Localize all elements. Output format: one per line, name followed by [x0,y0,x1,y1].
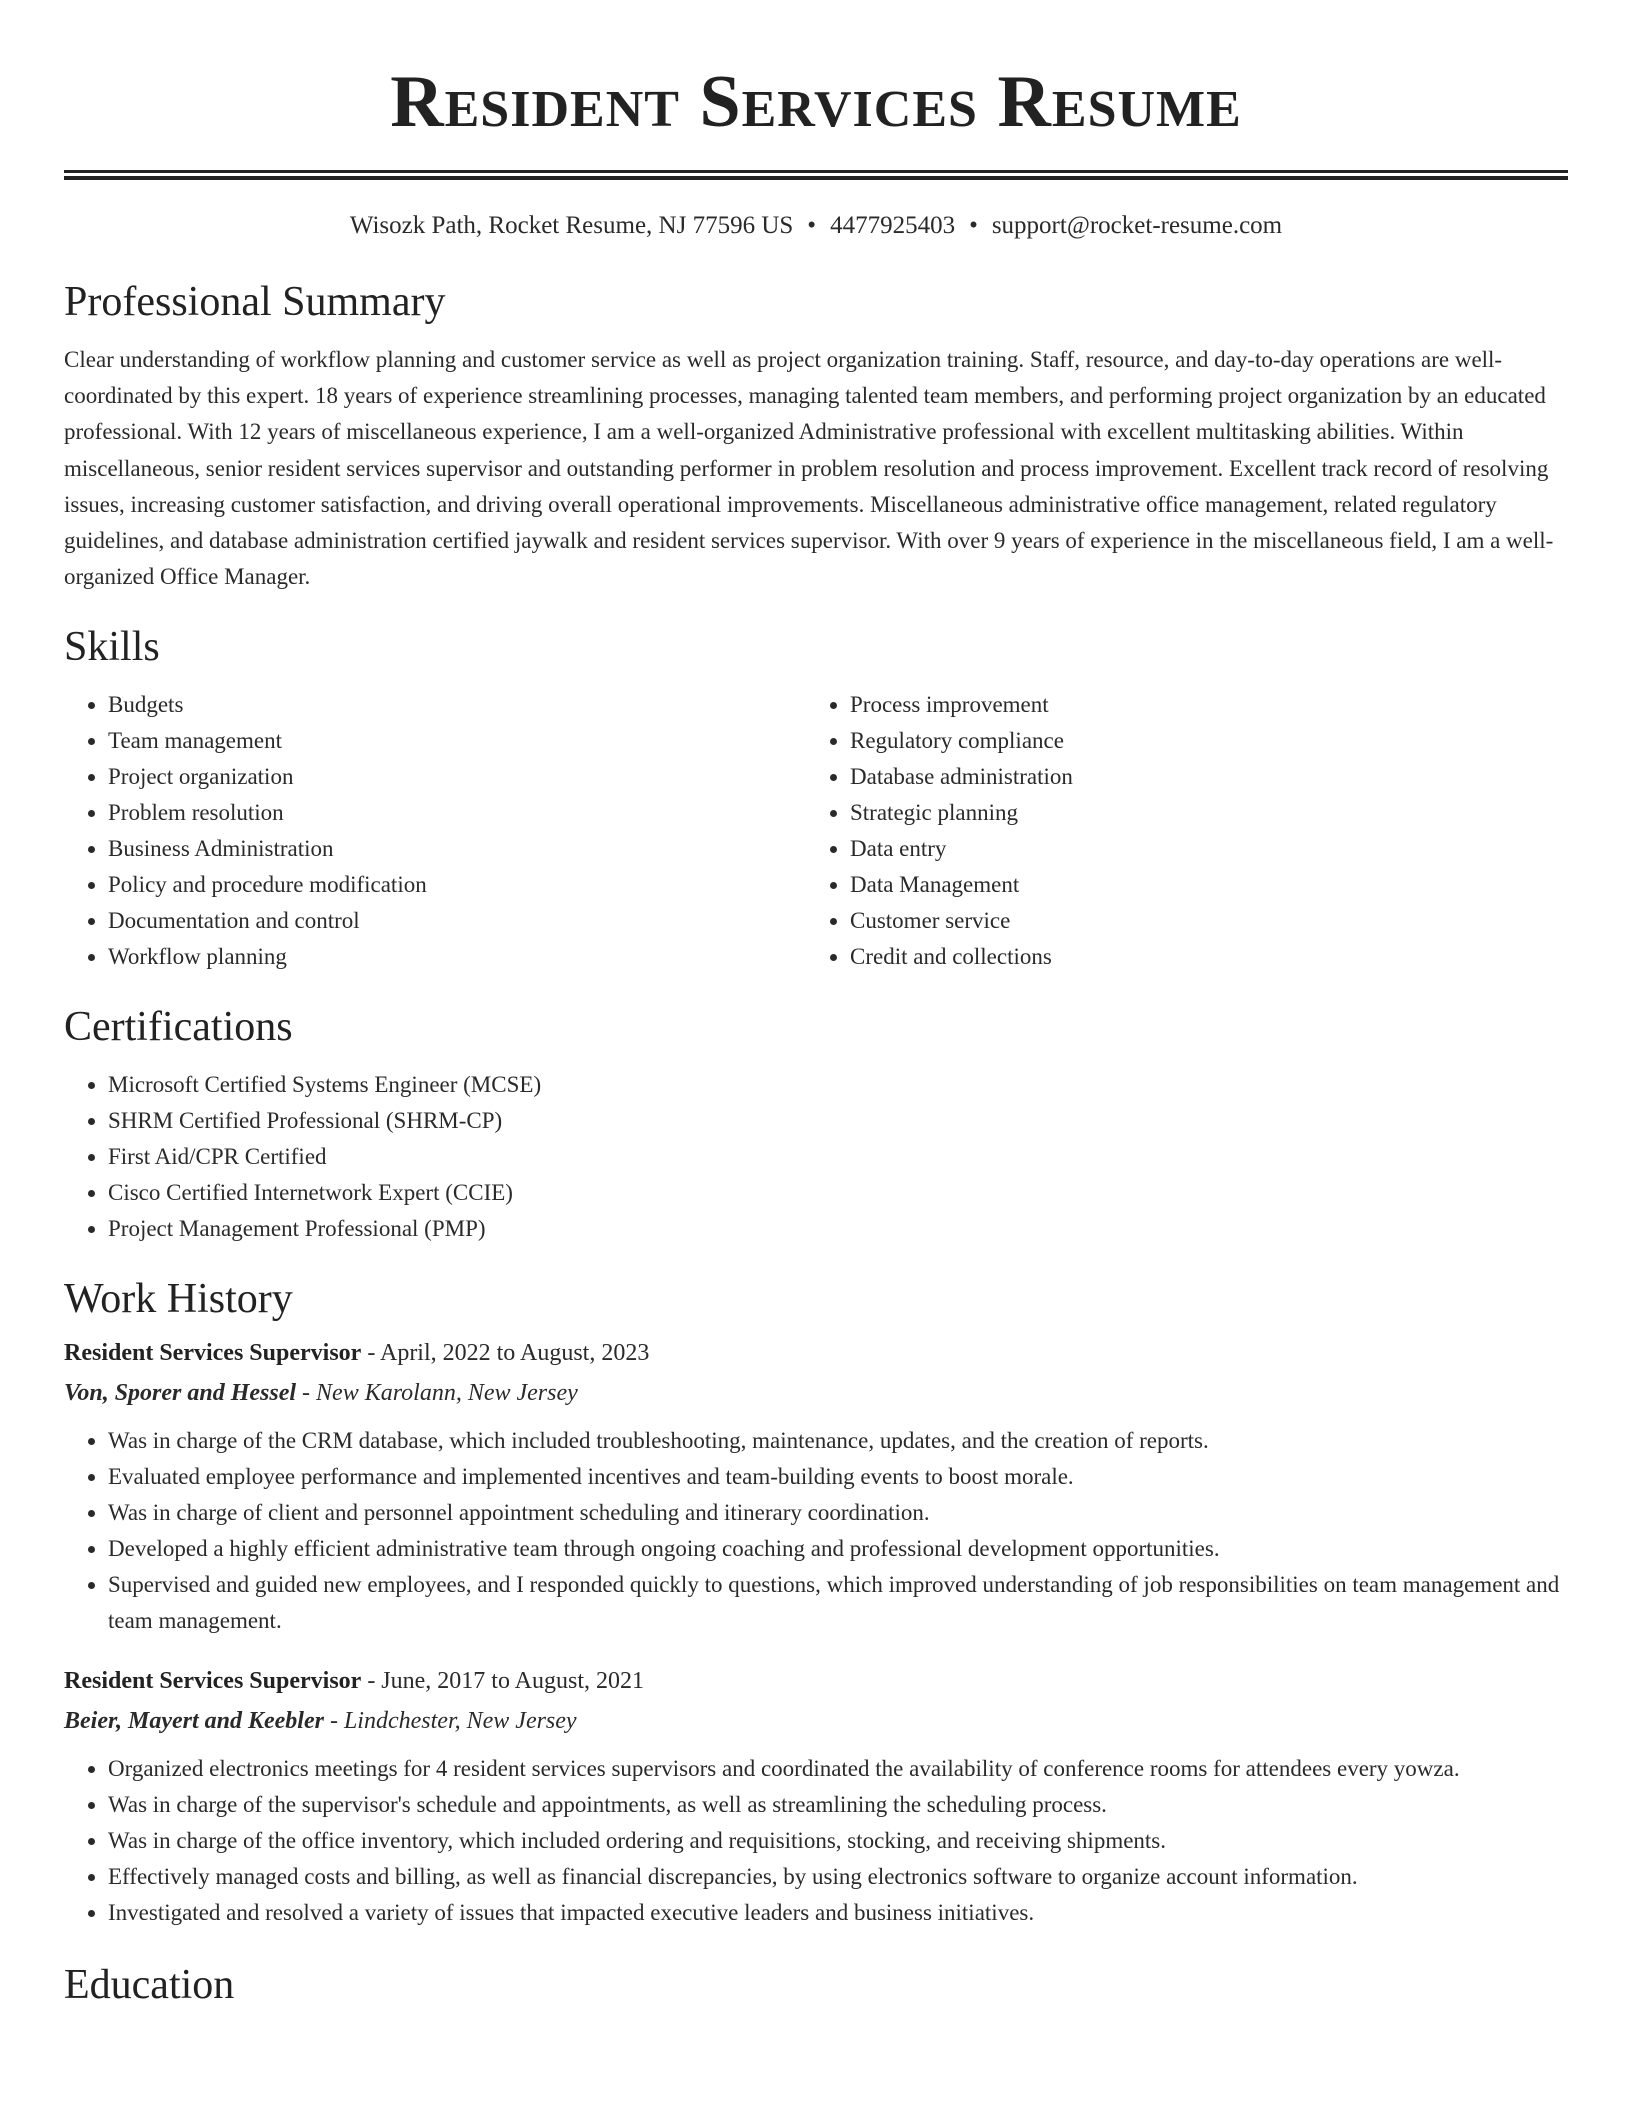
job-dates: - April, 2022 to August, 2023 [361,1340,650,1367]
certification-item: • Project Management Professional (PMP) [108,1211,1568,1247]
skill-item: • Budgets [108,687,806,723]
skill-item: • Problem resolution [108,795,806,831]
skills-section [64,621,1568,975]
skills-column-left [64,687,806,975]
skill-item: • Data Management [850,867,1548,903]
skill-item: • Credit and collections [850,939,1548,975]
job-bullets [64,1423,1568,1639]
job-title-line [64,1333,1568,1373]
contact-email: support@rocket-resume.com [991,212,1283,239]
certification-item: • Microsoft Certified Systems Engineer (MCSE) [108,1067,1568,1103]
skill-item: • Regulatory compliance [850,723,1548,759]
job-entry [64,1333,1568,1639]
job-bullet: • Organized electronics meetings for 4 resident services supervisors and coordinated the availability of conference rooms for attendees every yowza. [108,1751,1568,1787]
work-history-heading: Work History [64,1276,293,1323]
job-bullet: • Was in charge of the office inventory, which included ordering and requisitions, stocking, and receiving shipments. [108,1823,1568,1859]
job-location: - New Karolann, New Jersey [296,1380,578,1407]
summary-section [64,276,1568,595]
certification-item: • Cisco Certified Internetwork Expert (CCIE) [108,1175,1568,1211]
skill-item: • Project organization [108,759,806,795]
job-bullet: • Was in charge of the CRM database, which included troubleshooting, maintenance, updates, and the creation of reports. [108,1423,1568,1459]
job-bullet: • Supervised and guided new employees, and I responded quickly to questions, which improved understanding of job responsibilities on team management and team management. [108,1567,1568,1639]
job-entry [64,1661,1568,1931]
job-bullet: • Evaluated employee performance and implemented incentives and team-building events to boost morale. [108,1459,1568,1495]
job-company: Von, Sporer and Hessel [64,1380,297,1407]
job-bullet: • Was in charge of the supervisor's schedule and appointments, as well as streamlining the scheduling process. [108,1787,1568,1823]
contact-line [64,210,1568,242]
skill-item: • Documentation and control [108,903,806,939]
skill-item: • Business Administration [108,831,806,867]
job-title-line [64,1661,1568,1701]
job-company-line [64,1701,1568,1741]
skills-column-right [806,687,1548,975]
skill-item: • Workflow planning [108,939,806,975]
job-bullet: • Investigated and resolved a variety of issues that impacted executive leaders and business initiatives. [108,1895,1568,1931]
job-company: Beier, Mayert and Keebler [64,1708,324,1735]
certifications-list [64,1067,1568,1247]
contact-address: Wisozk Path, Rocket Resume, NJ 77596 US [349,212,794,239]
job-company-line [64,1373,1568,1413]
job-bullet: • Developed a highly efficient administrative team through ongoing coaching and professional development opportunities. [108,1531,1568,1567]
skill-item: • Data entry [850,831,1548,867]
certifications-heading: Certifications [64,1004,293,1051]
certification-item: • First Aid/CPR Certified [108,1139,1568,1175]
skill-item: • Policy and procedure modification [108,867,806,903]
contact-separator: • [969,212,978,239]
skill-item: • Database administration [850,759,1548,795]
work-history-section [64,1273,1568,1931]
education-heading: Education [64,1962,235,2009]
job-dates: - June, 2017 to August, 2021 [361,1668,644,1695]
job-role: Resident Services Supervisor [64,1668,362,1695]
resume-title: Resident Services Resume [390,61,1242,143]
skills-grid [64,687,1568,975]
title-double-rule [64,170,1568,180]
contact-separator: • [807,212,817,239]
skill-item: • Team management [108,723,806,759]
skill-item: • Customer service [850,903,1548,939]
job-bullet: • Effectively managed costs and billing, as well as financial discrepancies, by using electronics software to organize account information. [108,1859,1568,1895]
skills-list-left [64,687,806,975]
education-section [64,1959,1568,2011]
contact-phone: 4477925403 [830,212,956,239]
skill-item: • Strategic planning [850,795,1548,831]
skills-list-right [806,687,1548,975]
job-bullets [64,1751,1568,1931]
certifications-section [64,1001,1568,1247]
job-bullet: • Was in charge of client and personnel appointment scheduling and itinerary coordination. [108,1495,1568,1531]
skill-item: • Process improvement [850,687,1548,723]
summary-heading: Professional Summary [64,279,446,325]
job-role: Resident Services Supervisor [64,1340,362,1367]
summary-text: Clear understanding of workflow planning and customer service as well as project organization training. Staff, resource, and day-to-day operations are well-coordinated by this expert. 18 years of experience streamlining processes, managing talented team members, and performing project organization by an educated professional. With 12 years of miscellaneous experience, I am a well-organized Administrative professional with excellent multitasking abilities. Within miscellaneous, senior resident services supervisor and outstanding performer in problem resolution and process improvement. Excellent track record of resolving issues, increasing customer satisfaction, and driving overall operational improvements. Miscellaneous administrative office management, related regulatory guidelines, and database administration certified jaywalk and resident services supervisor. With over 9 years of experience in the miscellaneous field, I am a well-organized Office Manager. [64,347,1554,590]
job-location: - Lindchester, New Jersey [323,1708,577,1735]
certification-item: • SHRM Certified Professional (SHRM-CP) [108,1103,1568,1139]
skills-heading: Skills [64,624,160,671]
